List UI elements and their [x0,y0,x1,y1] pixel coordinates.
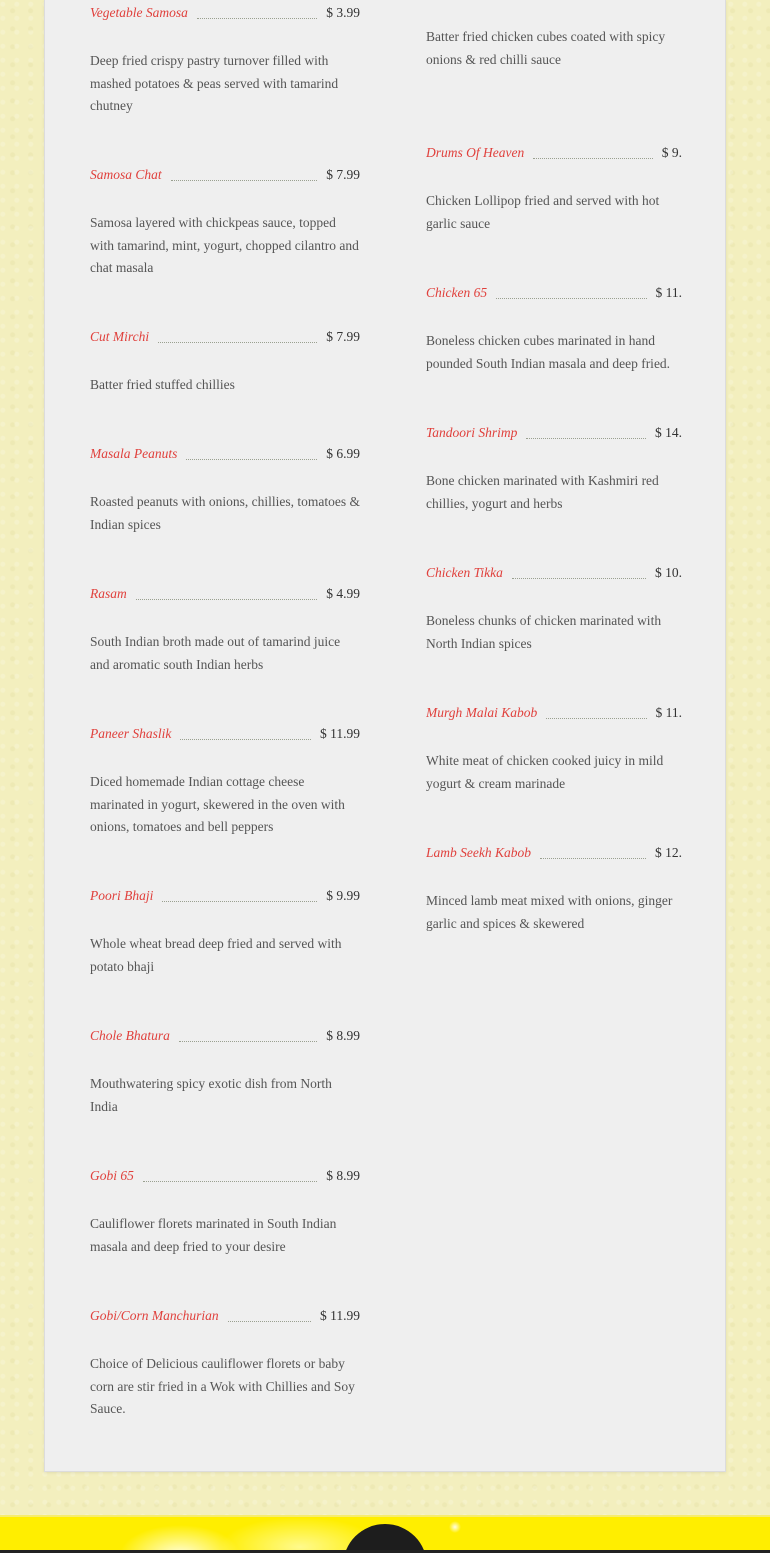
dot-leader [171,180,318,181]
menu-item [90,883,360,1023]
footer-logo-badge[interactable] [343,1524,427,1553]
menu-item [90,0,360,162]
dot-leader [533,158,653,159]
menu-item [426,560,682,700]
item-price: $ 11. [655,705,682,720]
item-name: Rasam [90,586,127,601]
item-name: Cut Mirchi [90,329,150,344]
item-name: Chicken Tikka [426,565,503,580]
item-description: Samosa layered with chickpeas sauce, topped with tamarind, mint, yogurt, chopped cilantro and chat masala [90,215,359,275]
item-price: $ 9.99 [326,888,360,903]
item-price: $ 6.99 [326,446,360,461]
item-description: Choice of Delicious cauliflower florets or baby corn are stir fried in a Wok with Chillies and Soy Sauce. [90,1356,355,1416]
item-name: Poori Bhaji [90,888,154,903]
item-price: $ 8.99 [326,1168,360,1183]
menu-item [90,441,360,581]
item-price: $ 10. [655,565,682,580]
menu-item [90,721,360,883]
dot-leader [162,901,317,902]
item-description: Roasted peanuts with onions, chillies, tomatoes & Indian spices [90,494,360,532]
item-name: Chicken 65 [426,285,488,300]
item-price: $ 12. [655,845,682,860]
item-description: Bone chicken marinated with Kashmiri red chillies, yogurt and herbs [426,473,659,511]
menu-column-right [426,0,682,980]
item-name: Lamb Seekh Kabob [426,845,531,860]
item-description: Deep fried crispy pastry turnover filled with mashed potatoes & peas served with tamarind chutney [90,53,339,113]
menu-column-left [90,0,360,1465]
menu-item [90,324,360,441]
menu-item [90,1023,360,1163]
dot-leader [496,298,646,299]
item-name: Tandoori Shrimp [426,425,518,440]
menu-item [426,140,682,280]
menu-item [426,700,682,840]
menu-item [90,1303,360,1465]
dot-leader [179,1041,317,1042]
item-name: Paneer Shaslik [90,726,172,741]
dot-leader [158,342,317,343]
menu-item [426,840,682,980]
item-description: South Indian broth made out of tamarind juice and aromatic south Indian herbs [90,634,341,672]
dot-leader [512,578,646,579]
dot-leader [136,599,318,600]
item-description: Mouthwatering spicy exotic dish from North India [90,1076,332,1114]
item-name: Gobi/Corn Manchurian [90,1308,219,1323]
menu-item [90,1163,360,1303]
item-name: Murgh Malai Kabob [426,705,538,720]
item-description: Cauliflower florets marinated in South Indian masala and deep fried to your desire [90,1216,337,1254]
item-price: $ 11.99 [320,726,360,741]
menu-item [90,581,360,721]
item-description: Whole wheat bread deep fried and served with potato bhaji [90,936,342,974]
item-description: Diced homemade Indian cottage cheese marinated in yogurt, skewered in the oven with onions, tomatoes and bell peppers [90,774,345,834]
item-price: $ 9. [661,145,682,160]
item-description: Minced lamb meat mixed with onions, ginger garlic and spices & skewered [426,893,673,931]
dot-leader [143,1181,317,1182]
footer-banner [0,1515,770,1553]
menu-item [90,162,360,324]
item-price: $ 7.99 [326,167,360,182]
item-description: Batter fried stuffed chillies [90,377,235,392]
item-name: Samosa Chat [90,167,162,182]
item-name: Chole Bhatura [90,1028,170,1043]
menu-panel [44,0,726,1472]
item-description: White meat of chicken cooked juicy in mild yogurt & cream marinade [426,753,664,791]
item-price: $ 4.99 [326,586,360,601]
menu-item [426,280,682,420]
dot-leader [526,438,646,439]
item-description: Chicken Lollipop fried and served with hot garlic sauce [426,193,660,231]
dot-leader [546,718,646,719]
item-price: $ 3.99 [326,5,360,20]
dot-leader [197,18,317,19]
item-price: $ 7.99 [326,329,360,344]
dot-leader [186,459,317,460]
item-description: Batter fried chicken cubes coated with spicy onions & red chilli sauce [426,29,666,67]
dot-leader [228,1321,311,1322]
item-name: Drums Of Heaven [426,145,525,160]
item-name: Vegetable Samosa [90,5,188,20]
item-description: Boneless chunks of chicken marinated with North Indian spices [426,613,662,651]
item-name: Gobi 65 [90,1168,134,1183]
item-price: $ 8.99 [326,1028,360,1043]
dot-leader [180,739,311,740]
menu-item [426,420,682,560]
item-name: Masala Peanuts [90,446,178,461]
item-price: $ 11.99 [320,1308,360,1323]
item-price: $ 11. [655,285,682,300]
item-description: Boneless chicken cubes marinated in hand pounded South Indian masala and deep fried. [426,333,671,371]
item-price: $ 14. [655,425,682,440]
dot-leader [540,858,646,859]
